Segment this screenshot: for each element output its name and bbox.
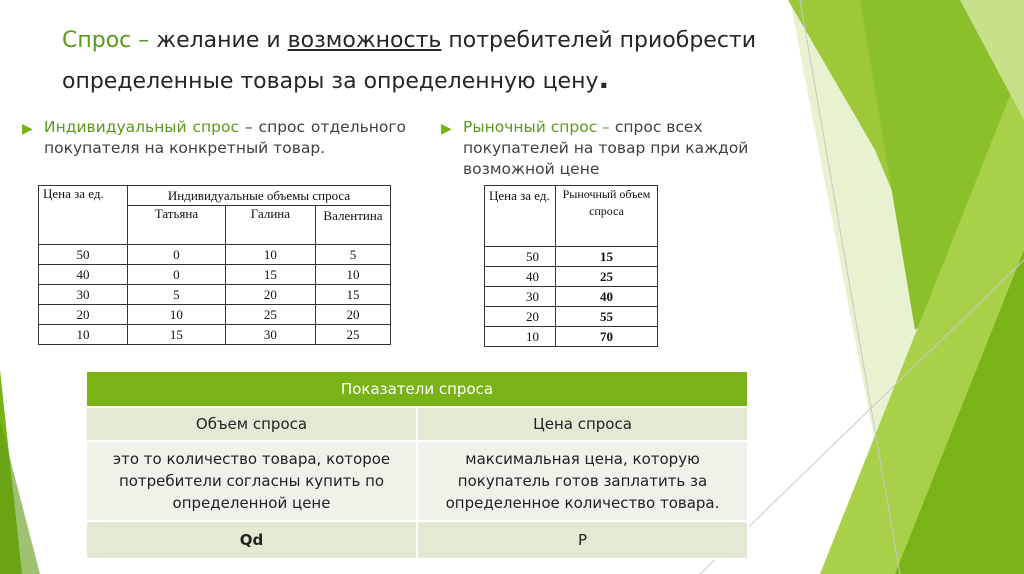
table-cell: 5 — [128, 285, 226, 305]
demand-indicators-table — [85, 370, 749, 560]
table-cell: 40 — [556, 287, 658, 307]
market-definition: спрос всех покупателей на товар при каждой возможной цене — [463, 118, 749, 178]
table-cell: 15 — [128, 325, 226, 345]
buyer-header: Галина — [225, 206, 315, 245]
table-cell: 70 — [556, 327, 658, 347]
title-underlined: возможность — [287, 28, 442, 53]
column-price: Цена спроса — [417, 407, 748, 441]
price-symbol: P — [417, 521, 748, 559]
volume-symbol: Qd — [86, 521, 417, 559]
table-cell: 10 — [128, 305, 226, 325]
price-header: Цена за ед. — [39, 186, 128, 245]
buyer-header: Валентина — [316, 206, 391, 245]
group-header: Индивидуальные объемы спроса — [128, 186, 391, 206]
price-description: максимальная цена, которую покупатель готов заплатить за определенное количество товара. — [417, 441, 748, 521]
title-term: Спрос — [62, 28, 132, 53]
table-cell: 5 — [316, 245, 391, 265]
table-row — [39, 285, 391, 305]
table-cell: 10 — [485, 327, 556, 347]
table-cell: 10 — [225, 245, 315, 265]
table-cell: 55 — [556, 307, 658, 327]
table-row — [485, 267, 658, 287]
table-cell: 25 — [316, 325, 391, 345]
indicators-symbol-row — [86, 521, 748, 559]
table-cell: 50 — [39, 245, 128, 265]
table-cell: 25 — [556, 267, 658, 287]
table-cell: 20 — [316, 305, 391, 325]
column-volume: Объем спроса — [86, 407, 417, 441]
table-cell: 20 — [485, 307, 556, 327]
individual-demand-bullet — [22, 117, 406, 159]
buyer-header: Татьяна — [128, 206, 226, 245]
price-header: Цена за ед. — [485, 186, 556, 247]
table-cell: 50 — [485, 247, 556, 267]
indicators-description-row — [86, 441, 748, 521]
title-part1: желание и — [156, 28, 288, 53]
table-row — [485, 247, 658, 267]
table-cell: 0 — [128, 245, 226, 265]
table-header-row — [39, 186, 391, 206]
table-row — [485, 307, 658, 327]
bullet-arrow-icon: ▶ — [22, 121, 33, 137]
market-demand-bullet — [441, 117, 773, 180]
table-cell: 15 — [316, 285, 391, 305]
table-cell: 30 — [485, 287, 556, 307]
table-header-row — [485, 186, 658, 247]
bullet-arrow-icon: ▶ — [441, 121, 452, 137]
table-row — [485, 287, 658, 307]
table-cell: 10 — [316, 265, 391, 285]
table-cell: 40 — [39, 265, 128, 285]
volume-header: Рыночный объем спроса — [556, 186, 658, 247]
table-row — [485, 327, 658, 347]
market-demand-table — [484, 185, 658, 347]
title-part2: потребителей приобрести определенные товары за определенную цену — [62, 28, 757, 94]
volume-description: это то количество товара, которое потребители согласны купить по определенной цене — [86, 441, 417, 521]
table-cell: 40 — [485, 267, 556, 287]
table-cell: 20 — [39, 305, 128, 325]
table-row — [39, 265, 391, 285]
table-row — [39, 305, 391, 325]
table-cell: 10 — [39, 325, 128, 345]
individual-demand-table — [38, 185, 391, 345]
left-corner-shape-dark — [0, 420, 40, 574]
table-cell: 30 — [225, 325, 315, 345]
individual-term: Индивидуальный спрос — [44, 118, 239, 136]
table-cell: 30 — [39, 285, 128, 305]
table-cell: 20 — [225, 285, 315, 305]
table-cell: 0 — [128, 265, 226, 285]
individual-definition: – спрос отдельного покупателя на конкретный товар. — [44, 118, 406, 157]
indicators-header-row — [86, 371, 748, 407]
table-cell-highlight: 25 — [225, 305, 315, 325]
indicators-header: Показатели спроса — [86, 371, 748, 407]
table-row — [39, 325, 391, 345]
indicators-column-row — [86, 407, 748, 441]
table-cell: 15 — [556, 247, 658, 267]
table-cell: 15 — [225, 265, 315, 285]
market-dash: – — [597, 118, 615, 136]
title-dash: – — [131, 28, 157, 53]
market-term: Рыночный спрос — [463, 118, 598, 136]
page-title — [62, 22, 782, 101]
title-end: . — [598, 62, 610, 95]
table-row — [39, 245, 391, 265]
